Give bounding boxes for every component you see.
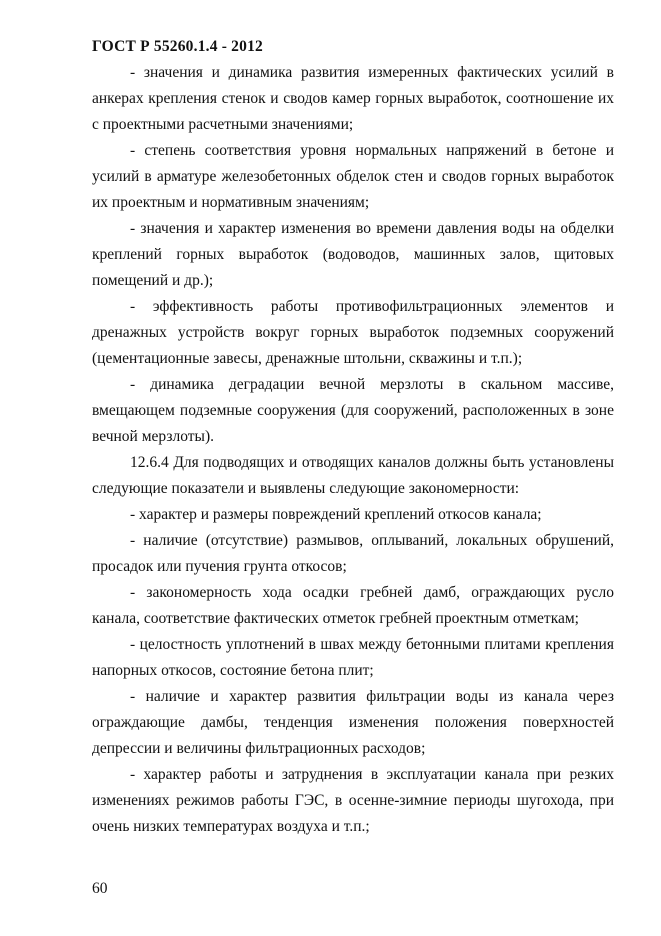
list-item: - степень соответствия уровня нормальных напряжений в бетоне и усилий в арматуре железобетонных обделок стен и сводов горных выработок их проектным и нормативным значениям; [92, 142, 614, 211]
list-item: - значения и характер изменения во времени давления воды на обделки креплений горных выработок (водоводов, машинных залов, щитовых помещений и др.); [92, 220, 614, 289]
list-item: - динамика деградации вечной мерзлоты в скальном массиве, вмещающем подземные сооружения (для сооружений, расположенных в зоне вечной мерзлоты). [92, 376, 614, 445]
list-item: - наличие (отсутствие) размывов, оплываний, локальных обрушений, просадок или пучения грунта откосов; [92, 532, 614, 575]
page-number: 60 [92, 880, 108, 897]
list-item: - целостность уплотнений в швах между бетонными плитами крепления напорных откосов, состояние бетона плит; [92, 636, 614, 679]
list-item: - характер работы и затруднения в эксплуатации канала при резких изменениях режимов работы ГЭС, в осенне-зимние периоды шугохода, при очень низких температурах воздуха и т.п.; [92, 766, 614, 835]
list-item: - характер и размеры повреждений креплений откосов канала; [130, 506, 542, 523]
document-body [92, 60, 614, 840]
document-header: ГОСТ Р 55260.1.4 - 2012 [92, 38, 263, 55]
section-paragraph: 12.6.4 Для подводящих и отводящих каналов должны быть установлены следующие показатели и выявлены следующие закономерности: [92, 454, 614, 497]
list-item: - значения и динамика развития измеренных фактических усилий в анкерах крепления стенок и сводов камер горных выработок, соотношение их с проектными расчетными значениями; [92, 64, 614, 133]
list-item: - эффективность работы противофильтрационных элементов и дренажных устройств вокруг горных выработок подземных сооружений (цементационные завесы, дренажные штольни, скважины и т.п.); [92, 298, 614, 367]
list-item: - закономерность хода осадки гребней дамб, ограждающих русло канала, соответствие фактических отметок гребней проектным отметкам; [92, 584, 614, 627]
list-item: - наличие и характер развития фильтрации воды из канала через ограждающие дамбы, тенденция изменения положения поверхностей депрессии и величины фильтрационных расходов; [92, 688, 614, 757]
